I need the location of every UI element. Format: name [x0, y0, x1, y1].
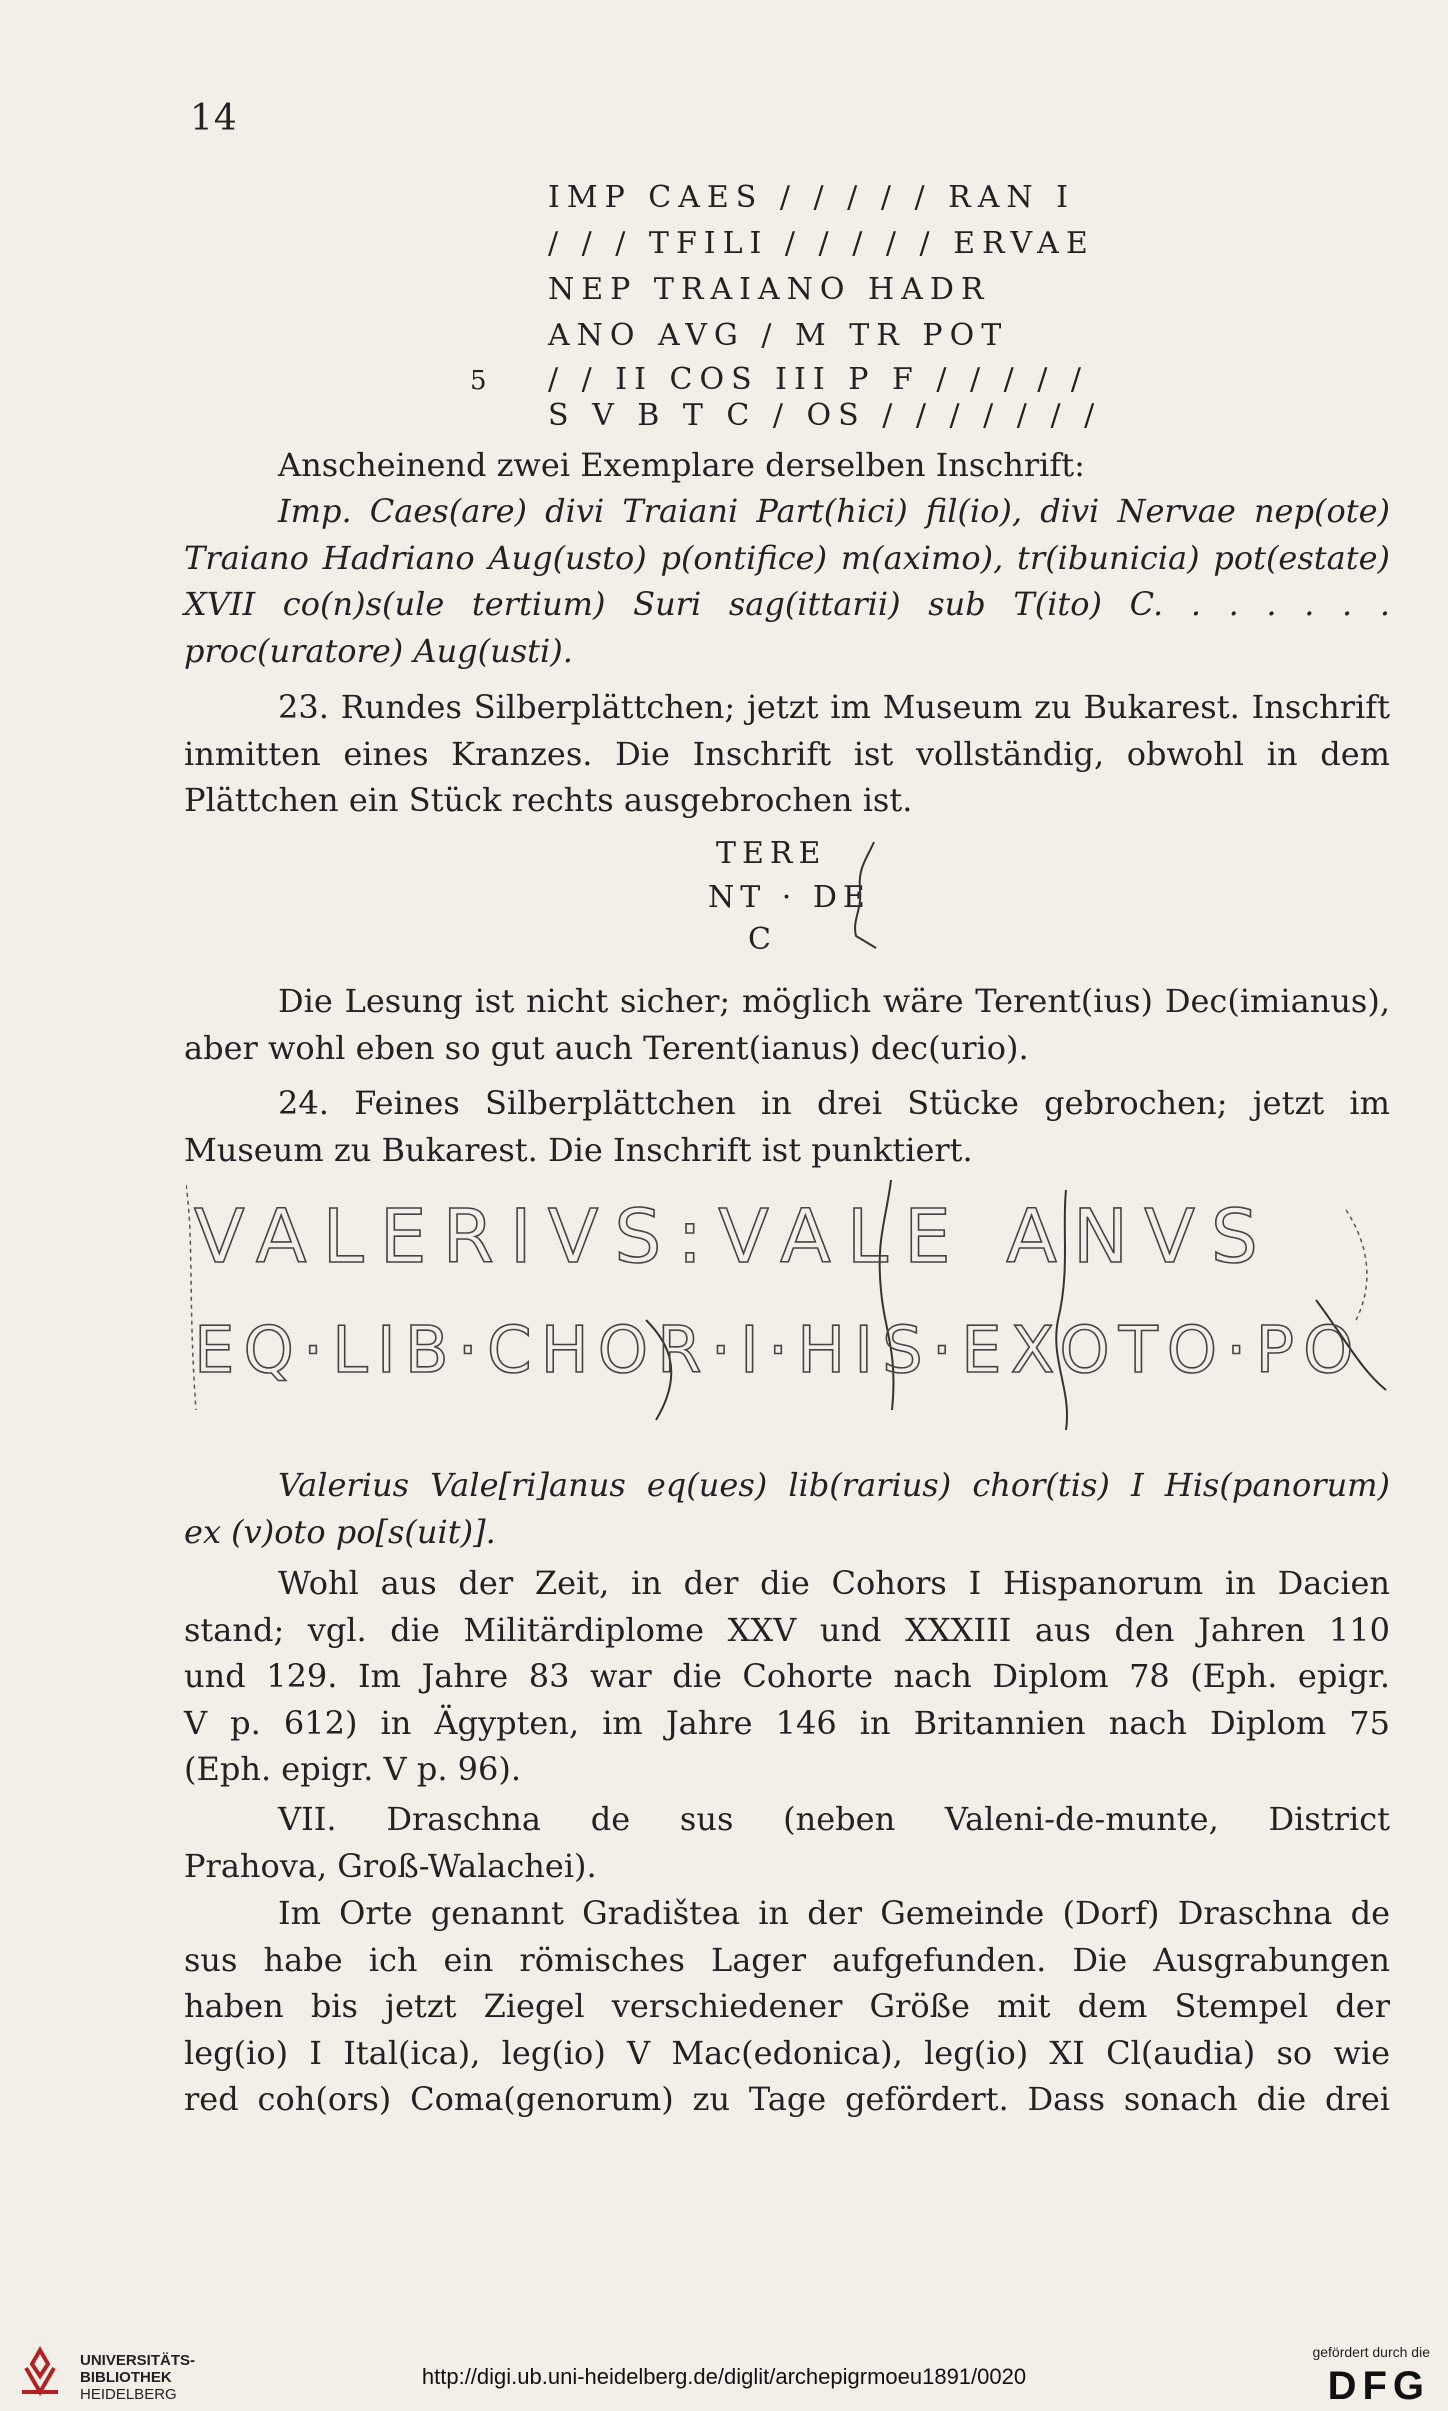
text-line: aber wohl eben so gut auch Terent(ianus) dec(urio). — [184, 1028, 1029, 1067]
text-line: 23. Rundes Silberplättchen; jetzt im Museum zu Bukarest. Inschrift — [278, 688, 1390, 726]
library-name-line: HEIDELBERG — [80, 2386, 177, 2403]
text-line: haben bis jetzt Ziegel verschiedener Größe mit dem Stempel der — [184, 1987, 1390, 2025]
paragraph-lesung — [184, 978, 1390, 1071]
text-line: Valerius Vale[ri]anus eq(ues) lib(rarius) chor(tis) I His(panorum) — [278, 1466, 1390, 1504]
text-line: 24. Feines Silberplättchen in drei Stücke gebrochen; jetzt im — [278, 1084, 1390, 1122]
paragraph-24 — [184, 1080, 1390, 1173]
line-number: 5 — [470, 366, 487, 396]
paragraph-23 — [184, 684, 1390, 824]
text-line: Die Lesung ist nicht sicher; möglich wäre Terent(ius) Dec(imianus), — [278, 982, 1390, 1020]
text-line: Museum zu Bukarest. Die Inschrift ist punktiert. — [184, 1130, 973, 1169]
paragraph-valerius — [184, 1462, 1390, 1555]
inscription-3-line-1: VALERIVS:VALE ANVS — [194, 1194, 1274, 1280]
text-line: Plättchen ein Stück rechts ausgebrochen ist. — [184, 781, 913, 819]
text-line: und 129. Im Jahre 83 war die Cohorte nach Diplom 78 (Eph. epigr. — [184, 1657, 1390, 1695]
text-line: V p. 612) in Ägypten, im Jahre 146 in Britannien nach Diplom 75 — [184, 1703, 1390, 1742]
paragraph-orte — [184, 1890, 1390, 2123]
paragraph-transcription — [184, 488, 1390, 674]
inscription-1-line: / / II COS III P F / / / / / — [548, 362, 1089, 397]
text-line: Prahova, Groß-Walachei). — [184, 1846, 597, 1885]
text-line: VII. Draschna de sus (neben Valeni-de-munte, District — [278, 1800, 1390, 1838]
inscription-1-line: NEP TRAIANO HADR — [548, 272, 991, 307]
inscription-1-line: / / / TFILI / / / / / ERVAE — [548, 226, 1095, 261]
inscription-3-line-2: EQ·LIB·CHOR·I·HIS·EXOTO·PO — [194, 1314, 1363, 1388]
text-line: XVII co(n)s(ule tertium) Suri sag(ittarii) sub T(ito) C. . . . . . . — [184, 585, 1390, 623]
text-line: Im Orte genannt Gradištea in der Gemeinde (Dorf) Draschna de — [278, 1894, 1390, 1932]
library-name-line: UNIVERSITÄTS- — [80, 2352, 196, 2369]
page-number: 14 — [190, 98, 238, 139]
inscription-1-line: ANO AVG / M TR POT — [548, 318, 1009, 353]
inscription-1-line: IMP CAES / / / / / RAN I — [548, 180, 1076, 215]
inscription-3-drawing — [186, 1180, 1396, 1440]
text-line: Traiano Hadriano Aug(usto) p(ontifice) m(aximo), tr(ibunicia) pot(estate) — [184, 538, 1390, 577]
paragraph-intro: Anscheinend zwei Exemplare derselben Inschrift: — [278, 446, 1085, 484]
text-line: leg(io) I Ital(ica), leg(io) V Mac(edonica), leg(io) XI Cl(audia) so wie — [184, 2033, 1390, 2072]
library-name-line: BIBLIOTHEK — [80, 2369, 172, 2386]
dfg-logo: DFG — [1327, 2364, 1430, 2408]
text-line: proc(uratore) Aug(usti). — [184, 631, 573, 670]
text-line: ex (v)oto po[s(uit)]. — [184, 1512, 496, 1551]
text-line: inmitten eines Kranzes. Die Inschrift ist vollständig, obwohl in dem — [184, 734, 1390, 773]
inscription-2-line: C — [748, 922, 777, 957]
inscription-2-line: NT · DE — [708, 880, 871, 915]
text-line: red coh(ors) Coma(genorum) zu Tage gefördert. Dass sonach die drei — [184, 2080, 1390, 2118]
paragraph-vii — [184, 1796, 1390, 1889]
text-line: sus habe ich ein römisches Lager aufgefunden. Die Ausgrabungen — [184, 1940, 1390, 1979]
text-line: stand; vgl. die Militärdiplome XXV und XXXIII aus den Jahren 110 — [184, 1610, 1390, 1649]
text-line: Wohl aus der Zeit, in der die Cohors I Hispanorum in Dacien — [278, 1564, 1390, 1602]
break-edge-icon — [846, 840, 886, 950]
dfg-caption: gefördert durch die — [1312, 2344, 1430, 2360]
text-line: (Eph. epigr. V p. 96). — [184, 1750, 522, 1788]
text-line: Imp. Caes(are) divi Traiani Part(hici) fil(io), divi Nervae nep(ote) — [278, 492, 1390, 530]
source-url-link[interactable]: http://digi.ub.uni-heidelberg.de/diglit/archepigrmoeu1891/0020 — [421, 2364, 1027, 2389]
paragraph-wohl — [184, 1560, 1390, 1793]
inscription-2-line: TERE — [716, 836, 827, 871]
inscription-1-line: S V B T C / OS / / / / / / / — [548, 398, 1102, 433]
